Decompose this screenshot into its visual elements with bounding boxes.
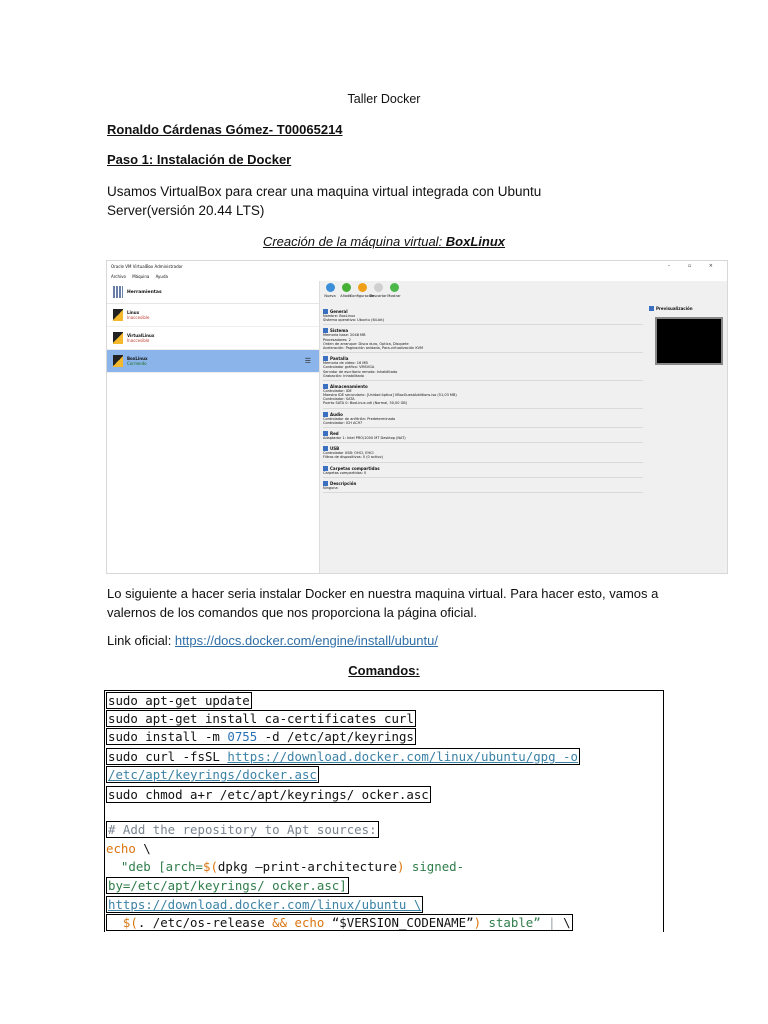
code-keyword: $(: [202, 859, 218, 874]
author-name: Ronaldo Cárdenas Gómez- T00065214: [107, 122, 343, 137]
repo-url-link[interactable]: https://download.docker.com/linux/ubuntu \: [108, 897, 422, 912]
code-token: \: [135, 841, 151, 856]
vb-details-panel: [323, 306, 643, 568]
code-token: sudo install -m: [108, 729, 228, 744]
section-divider: [323, 462, 643, 463]
step1-heading: Paso 1: Instalación de Docker: [107, 152, 292, 167]
vb-section-line: Nombre: BoxLinux: [323, 314, 356, 318]
vb-menubar: [107, 272, 727, 281]
vm-name: VirtualLinux: [127, 333, 155, 338]
section-divider: [323, 408, 643, 409]
vb-section-title: Audio: [330, 411, 343, 417]
ubuntu-os-icon: [113, 355, 123, 367]
section-icon: [323, 466, 328, 471]
code-token: . /etc/os-release: [137, 915, 273, 930]
section-divider: [323, 352, 643, 353]
code-pipe: |: [540, 915, 556, 930]
vb-tools-label: Herramientas: [127, 289, 162, 295]
vb-menu-maquina[interactable]: Máquina: [132, 274, 150, 279]
vb-tools-item[interactable]: [107, 281, 319, 304]
section-divider: [323, 442, 643, 443]
toolbar-label: Añadir: [340, 294, 352, 298]
settings-button[interactable]: [349, 283, 375, 305]
section-divider: [323, 492, 643, 493]
tools-icon: [113, 286, 123, 298]
official-docs-link[interactable]: https://docs.docker.com/engine/install/ubuntu/: [174, 633, 438, 648]
section-divider: [323, 477, 643, 478]
code-keyword: echo: [106, 841, 136, 856]
code-keyword: &&: [272, 915, 288, 930]
vb-section-line: Puerto SATA 0: BoxLinux.vdi (Normal, 50,00 GB): [323, 401, 408, 406]
vb-section-line: Adaptador 1: Intel PRO/1000 MT Desktop (NAT): [323, 436, 406, 440]
vm-name: BoxLinux: [127, 356, 148, 361]
code-token: \: [555, 915, 571, 930]
code-keyword: ): [396, 859, 405, 874]
paragraph-2: Lo siguiente a hacer seria instalar Docker en nuestra maquina virtual. Para hacer esto, vamos a valernos de los comandos que nos proporciona la página oficial.: [107, 586, 659, 620]
code-comment: # Add the repository to Apt sources:: [108, 822, 377, 837]
vb-section-title: Pantalla: [330, 356, 349, 362]
code-block: [104, 690, 664, 932]
vb-section-title: Sistema: [330, 328, 349, 334]
vb-window-controls[interactable]: – ▫ ×: [667, 263, 721, 269]
vb-section-title: Red: [330, 431, 339, 436]
vb-window-title: Oracle VM VirtualBox Administrador: [111, 264, 183, 269]
intro-paragraph: Usamos VirtualBox para crear una maquina virtual integrada con Ubuntu Server(versión 20.44 LTS): [107, 184, 542, 218]
code-number: 0755: [227, 729, 258, 744]
code-string: signed-: [404, 859, 465, 874]
vb-section-line: Controlador gráfico: VMSVGA: [323, 365, 375, 370]
code-keyword: ): [473, 915, 482, 930]
virtualbox-screenshot: [106, 260, 728, 574]
discard-button[interactable]: [371, 283, 385, 305]
vb-section-title: Almacenamiento: [330, 383, 368, 389]
keyring-path-link[interactable]: /etc/apt/keyrings/docker.asc: [108, 767, 317, 782]
code-line: sudo apt-get update: [108, 693, 250, 708]
vb-preview-panel: [649, 306, 725, 384]
vb-titlebar: [107, 261, 727, 272]
new-icon: [326, 283, 335, 292]
vb-section-line: Controlador: SATA: [323, 397, 355, 402]
code-token: “$VERSION_CODENAME”: [324, 915, 474, 930]
gpg-url-link[interactable]: https://download.docker.com/linux/ubuntu/gpg -o: [227, 749, 578, 764]
vb-section-line: Controlador USB: OHCI, EHCI: [323, 451, 374, 456]
vb-section-line: Grabación: Inhabilitado: [323, 373, 364, 378]
toolbar-label: Mostrar: [387, 294, 401, 298]
list-menu-icon[interactable]: ☰: [304, 357, 311, 365]
vm-state: Inaccesible: [127, 338, 150, 343]
ubuntu-os-icon: [113, 309, 123, 321]
vm-name: Linux: [127, 310, 140, 315]
vb-section-title: Carpetas compartidas: [330, 465, 380, 471]
preview-screen: [655, 317, 723, 365]
page-title: Taller Docker: [347, 92, 421, 106]
commands-heading: Comandos:: [348, 663, 420, 678]
vm-item-linux[interactable]: [107, 304, 319, 327]
vm-state: Corriendo: [127, 361, 147, 366]
vb-section-line: Memoria de vídeo: 16 MB: [323, 361, 368, 366]
vb-toolbar: [323, 283, 403, 305]
arrow-right-icon: [390, 283, 399, 292]
vb-menu-archivo[interactable]: Archivo: [111, 274, 126, 279]
preview-label: Previsualización: [656, 306, 693, 311]
figure-caption: [0, 234, 768, 249]
code-line: [106, 728, 416, 745]
section-divider: [323, 427, 643, 428]
code-string: by=/etc/apt/keyrings/ ocker.asc]: [108, 878, 347, 893]
vb-section-line: Memoria base: 2048 MB: [323, 333, 366, 338]
code-keyword: echo: [287, 915, 325, 930]
section-icon: [323, 412, 328, 417]
toolbar-label: Nueva: [324, 294, 336, 298]
gear-icon: [358, 283, 367, 292]
vb-section-title: USB: [330, 446, 340, 452]
official-link-line: [107, 633, 438, 648]
vb-section-line: Orden de arranque: Disco duro, Óptica, Disquete: [323, 341, 409, 346]
add-icon: [342, 283, 351, 292]
vb-section-line: Carpetas compartidas: 0: [323, 470, 367, 475]
vm-state: Inaccesible: [127, 315, 150, 320]
code-line: [106, 748, 580, 765]
section-divider: [323, 324, 643, 325]
caption-vm-name: BoxLinux: [445, 234, 506, 249]
vm-item-boxlinux[interactable]: [107, 350, 319, 373]
toolbar-label: Descartar: [369, 294, 387, 298]
preview-icon: [649, 306, 654, 311]
vm-item-virtuallinux[interactable]: [107, 327, 319, 350]
code-line: [106, 914, 573, 931]
code-token: -d /etc/apt/keyrings: [257, 729, 414, 744]
vb-section-line: Sistema operativo: Ubuntu (64-bit): [323, 318, 385, 323]
code-keyword: $(: [108, 915, 138, 930]
toolbar-label: Configuración: [349, 294, 375, 298]
code-line: sudo apt-get install ca-certificates curl: [108, 711, 414, 726]
vb-section-line: Controlador de anfitrión: Predeterminado: [323, 416, 396, 421]
vb-section-line: Controlador: IDE: [323, 388, 352, 393]
vb-section-line: Filtros de dispositivos: 0 (0 activo): [323, 455, 383, 460]
vb-vm-list: [107, 281, 320, 573]
vb-section-line: Controlador: ICH AC97: [323, 420, 363, 425]
section-divider: [323, 380, 643, 381]
ubuntu-os-icon: [113, 332, 123, 344]
link-label: Link oficial:: [107, 633, 175, 648]
code-string: stable”: [481, 915, 541, 930]
vb-section-title: Descripción: [330, 480, 357, 486]
vb-menu-ayuda[interactable]: Ayuda: [155, 274, 168, 279]
code-line: [106, 766, 319, 783]
discard-icon: [374, 283, 383, 292]
vb-section-line: Maestro IDE secundario: [Unidad óptica] VBoxGuestAdditions.iso (51,03 MB): [323, 393, 457, 398]
code-string: "deb [arch=: [106, 859, 203, 874]
caption-prefix: Creación de la máquina virtual:: [262, 234, 446, 249]
code-token: sudo curl -fsSL: [108, 749, 228, 764]
vb-section-title: General: [330, 309, 348, 314]
vb-section-line: Aceleración: Paginación anidada, Para-virtualización KVM: [323, 345, 424, 350]
code-line: sudo chmod a+r /etc/apt/keyrings/ ocker.asc: [108, 787, 429, 802]
new-vm-button[interactable]: [323, 283, 337, 305]
vb-section-line: Procesadores: 2: [323, 337, 351, 342]
code-token: dpkg –print-architecture: [217, 859, 397, 874]
vb-section-line: Ninguna: [323, 485, 338, 490]
vb-section-line: Servidor de escritorio remoto: Inhabilitado: [323, 369, 398, 374]
show-button[interactable]: [387, 283, 401, 305]
